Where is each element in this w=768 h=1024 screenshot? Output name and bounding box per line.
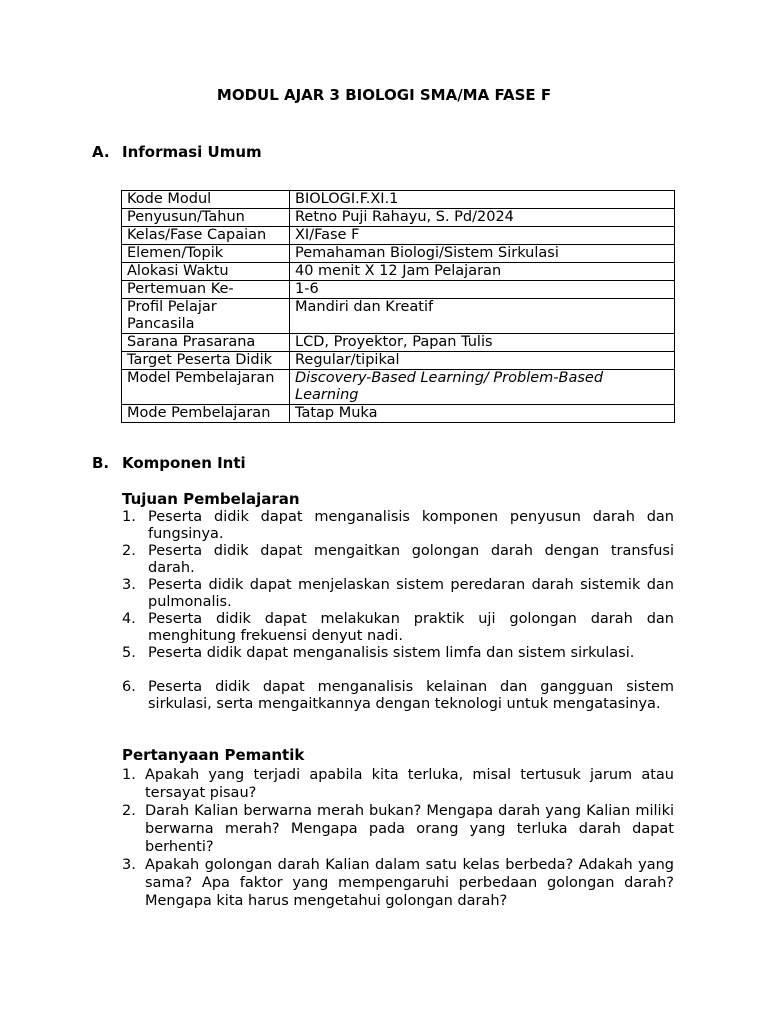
table-row <box>122 191 675 209</box>
table-row <box>122 281 675 299</box>
section-b-title: Komponen Inti <box>122 454 246 472</box>
list-text: Peserta didik dapat menganalisis komponen penyusun darah dan fungsinya. <box>148 509 674 542</box>
table-row <box>122 245 675 263</box>
list-text: Peserta didik dapat menganalisis kelainan dan gangguan sistem sirkulasi, serta mengaitkannya dengan teknologi untuk mengatasinya. <box>148 679 674 712</box>
table-value: 1-6 <box>290 281 675 299</box>
table-value: Mandiri dan Kreatif <box>290 299 675 334</box>
list-number: 1. <box>122 509 136 525</box>
list-number: 2. <box>122 803 136 819</box>
list-number: 3. <box>122 577 136 593</box>
list-text: Peserta didik dapat menganalisis sistem limfa dan sistem sirkulasi. <box>148 645 635 661</box>
table-value: Tatap Muka <box>290 405 675 423</box>
section-a-heading <box>92 143 262 161</box>
tujuan-list <box>122 509 674 713</box>
table-key: Profil Pelajar Pancasila <box>122 299 290 334</box>
list-text: Peserta didik dapat mengaitkan golongan darah dengan transfusi darah. <box>148 543 674 576</box>
table-row <box>122 227 675 245</box>
list-item <box>122 611 674 645</box>
table-key: Penyusun/Tahun <box>122 209 290 227</box>
list-number: 2. <box>122 543 136 559</box>
list-text: Apakah yang terjadi apabila kita terluka, misal tertusuk jarum atau tersayat pisau? <box>145 767 674 801</box>
list-number: 6. <box>122 679 136 695</box>
table-value: 40 menit X 12 Jam Pelajaran <box>290 263 675 281</box>
list-number: 3. <box>122 857 136 873</box>
table-row <box>122 209 675 227</box>
list-item <box>122 802 674 856</box>
table-row <box>122 352 675 370</box>
table-row <box>122 263 675 281</box>
table-key: Model Pembelajaran <box>122 370 290 405</box>
list-text: Apakah golongan darah Kalian dalam satu kelas berbeda? Adakah yang sama? Apa faktor yang mempengaruhi perbedaan golongan darah? Mengapa kita harus mengetahui golongan darah? <box>145 857 674 909</box>
table-key: Mode Pembelajaran <box>122 405 290 423</box>
table-key: Elemen/Topik <box>122 245 290 263</box>
tujuan-heading: Tujuan Pembelajaran <box>122 490 300 508</box>
list-text: Peserta didik dapat menjelaskan sistem peredaran darah sistemik dan pulmonalis. <box>148 577 674 610</box>
table-value: XI/Fase F <box>290 227 675 245</box>
table-row <box>122 334 675 352</box>
table-key: Pertemuan Ke- <box>122 281 290 299</box>
list-number: 5. <box>122 645 136 661</box>
list-item <box>122 856 674 910</box>
list-text: Darah Kalian berwarna merah bukan? Mengapa darah yang Kalian miliki berwarna merah? Mengapa pada orang yang terluka darah dapat berhenti? <box>145 803 674 855</box>
pemantik-list <box>122 766 674 910</box>
document-title: MODUL AJAR 3 BIOLOGI SMA/MA FASE F <box>216 86 552 104</box>
section-a-letter: A. <box>92 143 110 161</box>
pemantik-heading: Pertanyaan Pemantik <box>122 746 305 764</box>
table-value: Retno Puji Rahayu, S. Pd/2024 <box>290 209 675 227</box>
list-item <box>122 509 674 543</box>
table-row <box>122 405 675 423</box>
table-value: Discovery-Based Learning/ Problem-Based Learning <box>290 370 675 405</box>
table-value: Regular/tipikal <box>290 352 675 370</box>
list-text: Peserta didik dapat melakukan praktik uji golongan darah dan menghitung frekuensi denyut nadi. <box>148 611 674 644</box>
list-item <box>122 577 674 611</box>
table-row <box>122 370 675 405</box>
list-number: 4. <box>122 611 136 627</box>
info-table <box>121 190 675 423</box>
section-b-heading <box>92 454 246 472</box>
section-a-title: Informasi Umum <box>122 143 262 161</box>
table-key: Alokasi Waktu <box>122 263 290 281</box>
table-key: Sarana Prasarana <box>122 334 290 352</box>
list-item <box>122 679 674 713</box>
table-key: Kelas/Fase Capaian <box>122 227 290 245</box>
list-item <box>122 645 674 662</box>
table-value: Pemahaman Biologi/Sistem Sirkulasi <box>290 245 675 263</box>
list-item <box>122 766 674 802</box>
section-b-letter: B. <box>92 454 110 472</box>
list-number: 1. <box>122 767 136 783</box>
table-value: BIOLOGI.F.XI.1 <box>290 191 675 209</box>
table-value: LCD, Proyektor, Papan Tulis <box>290 334 675 352</box>
table-row <box>122 299 675 334</box>
table-key: Target Peserta Didik <box>122 352 290 370</box>
list-item <box>122 543 674 577</box>
table-key: Kode Modul <box>122 191 290 209</box>
